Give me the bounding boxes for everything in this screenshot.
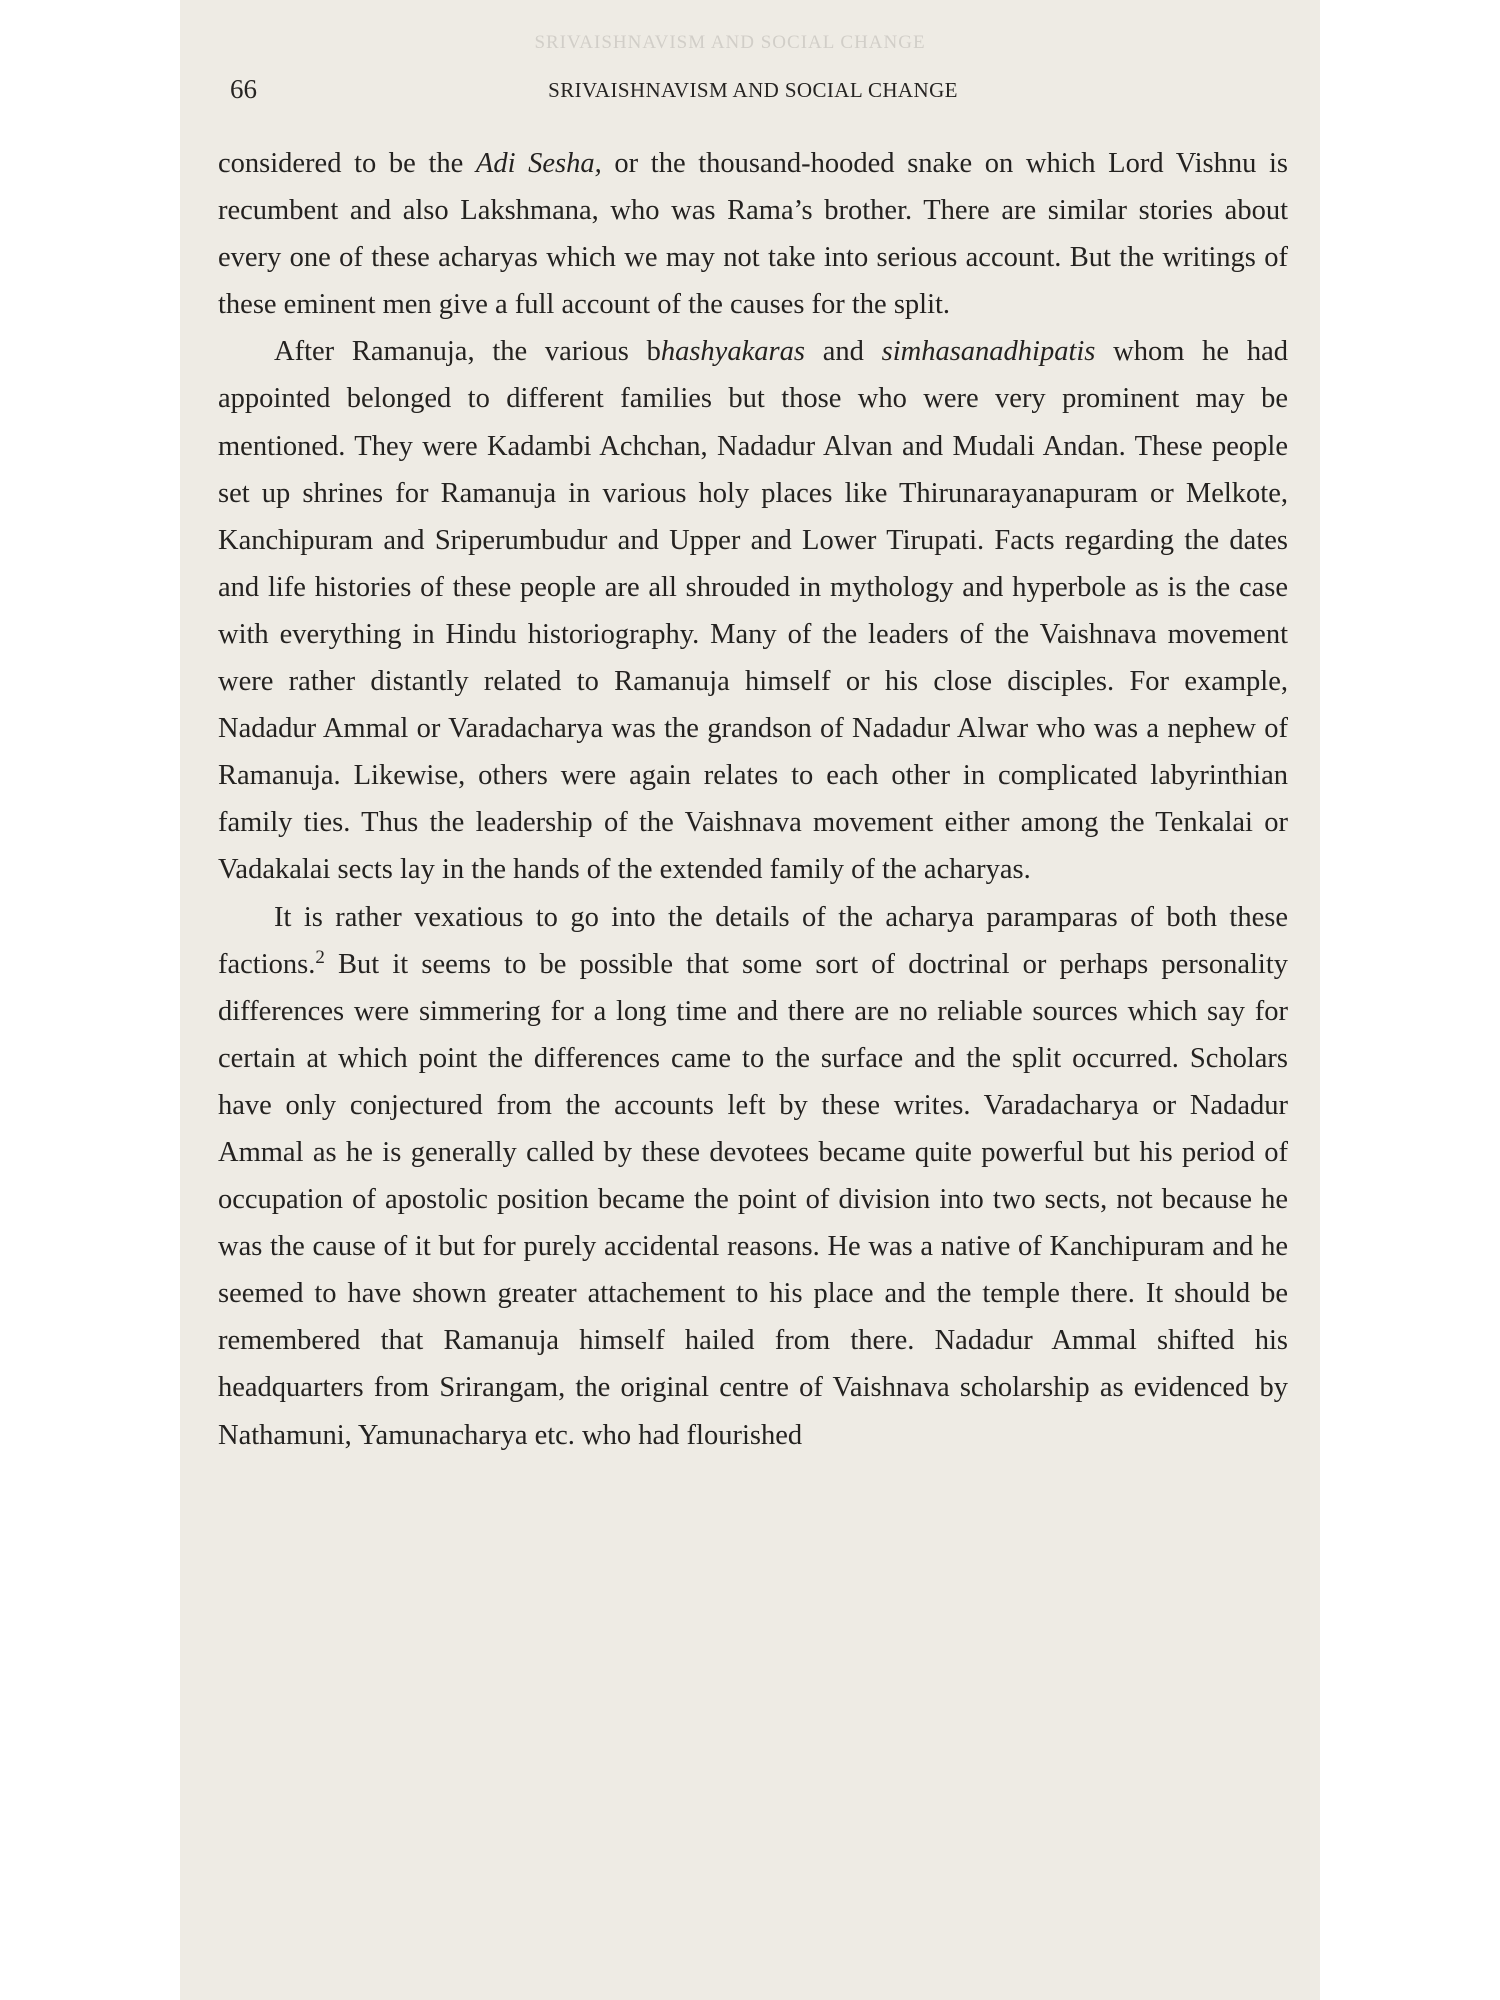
running-title: SRIVAISHNAVISM AND SOCIAL CHANGE [548,78,958,102]
page-number: 66 [230,74,257,104]
p3-text-2: But it seems to be possible that some sort of doctrinal or perhaps personality differences were simmering for a long time and there are no reliable sources which say for certain at which point the differences came to the surface and the split occurred. Scholars have only conjectured from the accounts left by these writes. Varadacharya or Nadadur Ammal as he is generally called by these devotees became quite powerful but his period of occupation of apostolic position became the point of division into two sects, not because he was the cause of it but for purely accidental reasons. He was a native of Kanchipuram and he seemed to have shown greater attachement to his place and the temple there. It should be remembered that Ramanuja himself hailed from there. Nadadur Ammal shifted his headquarters from Srirangam, the original centre of Vaishnava scholarship as evidenced by Nathamuni, Yamunacharya etc. who had flourished [218,948,1288,1451]
bleed-through-text: SRIVAISHNAVISM AND SOCIAL CHANGE [534,32,926,53]
p2-italic-simhasanadhipatis: simhasanadhipatis [881,336,1096,368]
body-text [218,140,1288,1459]
p3-text-1: It is rather vexatious to go into the details of the acharya paramparas of both these factions. [218,901,1288,980]
paragraph-2 [218,328,1288,893]
p2-text-2: and [804,336,882,368]
p2-text-3: whom he had appointed belonged to different families but those who were very prominent may be mentioned. They were Kadambi Achchan, Nadadur Alvan and Mudali Andan. These people set up shrines for Ramanuja in various holy places like Thirunarayanapuram or Melkote, Kanchipuram and Sriperumbudur and Upper and Lower Tirupati. Facts regarding the dates and life histories of these people are all shrouded in mythology and hyperbole as is the case with everything in Hindu historiography. Many of the leaders of the Vaishnava movement were rather distantly related to Ramanuja himself or his close disciples. For example, Nadadur Ammal or Varadacharya was the grandson of Nadadur Alwar who was a nephew of Ramanuja. Likewise, others were again relates to each other in complicated labyrinthian family ties. Thus the leadership of the Vaishnava movement either among the Tenkalai or Vadakalai sects lay in the hands of the extended family of the acharyas. [218,336,1288,886]
p1-italic-adi-sesha: Adi Sesha, [475,148,602,179]
paragraph-1 [218,140,1288,328]
p2-text-1: After Ramanuja, the various b [274,336,661,368]
p1-text-1: considered to be the [218,148,476,179]
footnote-marker: 2 [315,946,325,968]
page-header [218,72,1288,112]
p1-text-2: or the thousand-hooded snake on which Lord Vishnu is recumbent and also Lakshmana, who was Rama’s brother. There are similar stories about every one of these acharyas which we may not take into serious account. But the writings of these eminent men give a full account of the causes for the split. [218,148,1288,321]
paragraph-3 [218,894,1288,1459]
p2-italic-bhashyakaras: hashyakaras [660,336,805,368]
